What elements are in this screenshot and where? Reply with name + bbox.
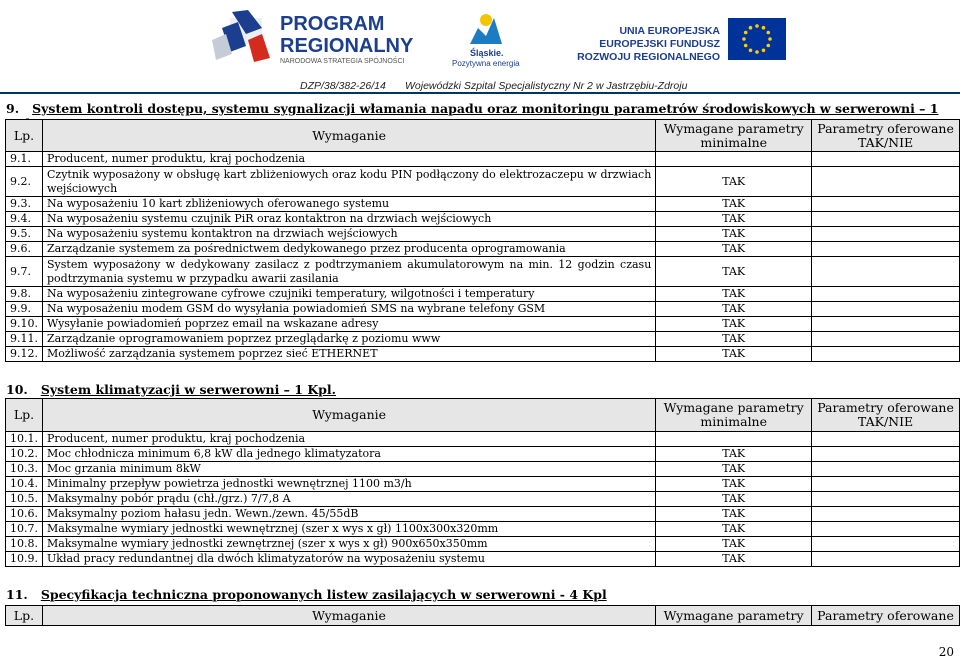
table-row bbox=[6, 227, 960, 242]
offered-param-cell[interactable] bbox=[812, 257, 960, 287]
header-min-params: Wymagane parametry bbox=[656, 606, 812, 626]
hospital-name: Wojewódzki Szpital Specjalistyczny Nr 2 w Jastrzębiu-Zdroju bbox=[405, 80, 688, 92]
offered-param-cell[interactable] bbox=[812, 242, 960, 257]
table-row bbox=[6, 287, 960, 302]
requirement-cell: Zarządzanie oprogramowaniem poprzez przeglądarkę z poziomu www bbox=[43, 332, 656, 347]
min-param-cell: TAK bbox=[656, 477, 812, 492]
row-number: 10.7. bbox=[6, 522, 43, 537]
offered-param-cell[interactable] bbox=[812, 477, 960, 492]
table-row bbox=[6, 152, 960, 167]
min-param-cell: TAK bbox=[656, 302, 812, 317]
row-number: 10.3. bbox=[6, 462, 43, 477]
table-row bbox=[6, 302, 960, 317]
program-regionalny-logo bbox=[212, 10, 414, 65]
header-lp: Lp. bbox=[6, 606, 43, 626]
row-number: 9.1. bbox=[6, 152, 43, 167]
table-row bbox=[6, 522, 960, 537]
min-param-cell bbox=[656, 152, 812, 167]
min-param-cell: TAK bbox=[656, 492, 812, 507]
min-param-cell: TAK bbox=[656, 332, 812, 347]
table-row bbox=[6, 552, 960, 567]
requirement-cell: Producent, numer produktu, kraj pochodzenia bbox=[43, 432, 656, 447]
min-param-cell bbox=[656, 432, 812, 447]
row-number: 9.3. bbox=[6, 197, 43, 212]
table-row bbox=[6, 257, 960, 287]
min-param-cell: TAK bbox=[656, 197, 812, 212]
min-param-cell: TAK bbox=[656, 522, 812, 537]
row-number: 9.11. bbox=[6, 332, 43, 347]
requirement-cell: Maksymalny poziom hałasu jedn. Wewn./zewn. 45/55dB bbox=[43, 507, 656, 522]
table-row bbox=[6, 492, 960, 507]
section-9-table bbox=[5, 119, 960, 362]
row-number: 9.9. bbox=[6, 302, 43, 317]
requirement-cell: Czytnik wyposażony w obsługę kart zbliżeniowych oraz kodu PIN podłączony do elektrozaczepu w drzwiach wejściowych bbox=[43, 167, 656, 197]
section-11-heading: 11. Specyfikacja techniczna proponowanych listew zasilających w serwerowni - 4 Kpl bbox=[6, 587, 607, 602]
requirement-cell: Układ pracy redundantnej dla dwóch klimatyzatorów na wyposażeniu systemu bbox=[43, 552, 656, 567]
min-param-cell: TAK bbox=[656, 212, 812, 227]
row-number: 9.12. bbox=[6, 347, 43, 362]
offered-param-cell[interactable] bbox=[812, 522, 960, 537]
header-requirement: Wymaganie bbox=[43, 399, 656, 432]
header-requirement: Wymaganie bbox=[42, 606, 655, 626]
eu-star-icon bbox=[767, 31, 771, 35]
header-lp: Lp. bbox=[6, 120, 43, 152]
eu-star-icon bbox=[742, 37, 746, 41]
section-10-rows bbox=[6, 432, 960, 567]
header-requirement: Wymaganie bbox=[43, 120, 656, 152]
requirement-cell: Moc chłodnicza minimum 6,8 kW dla jednego klimatyzatora bbox=[43, 447, 656, 462]
requirement-cell: Zarządzanie systemem za pośrednictwem dedykowanego przez producenta oprogramowania bbox=[43, 242, 656, 257]
svg-text:PROGRAM: PROGRAM bbox=[280, 13, 385, 35]
section-9-rows bbox=[6, 152, 960, 362]
table-row bbox=[6, 347, 960, 362]
requirement-cell: Wysyłanie powiadomień poprzez email na wskazane adresy bbox=[43, 317, 656, 332]
row-number: 10.2. bbox=[6, 447, 43, 462]
logo-bar bbox=[0, 0, 960, 78]
section-10-heading: 10. System klimatyzacji w serwerowni – 1 Kpl. bbox=[6, 382, 337, 397]
svg-text:ROZWOJU REGIONALNEGO: ROZWOJU REGIONALNEGO bbox=[577, 51, 720, 63]
offered-param-cell[interactable] bbox=[812, 227, 960, 242]
table-row bbox=[6, 197, 960, 212]
requirement-cell: Maksymalne wymiary jednostki zewnętrznej (szer x wys x gł) 900x650x350mm bbox=[43, 537, 656, 552]
requirement-cell: Maksymalny pobór prądu (chł./grz.) 7/7,8 A bbox=[43, 492, 656, 507]
row-number: 9.7. bbox=[6, 257, 43, 287]
section-11-table bbox=[5, 605, 960, 626]
row-number: 10.8. bbox=[6, 537, 43, 552]
svg-text:UNIA EUROPEJSKA: UNIA EUROPEJSKA bbox=[619, 25, 720, 37]
row-number: 9.10. bbox=[6, 317, 43, 332]
min-param-cell: TAK bbox=[656, 462, 812, 477]
requirement-cell: Na wyposażeniu zintegrowane cyfrowe czujniki temperatury, wilgotności i temperatury bbox=[43, 287, 656, 302]
min-param-cell: TAK bbox=[656, 347, 812, 362]
min-param-cell: TAK bbox=[656, 507, 812, 522]
svg-text:NARODOWA STRATEGIA SPÓJNOŚCI: NARODOWA STRATEGIA SPÓJNOŚCI bbox=[280, 58, 405, 65]
header-lp: Lp. bbox=[6, 399, 43, 432]
header-offered-params: Parametry oferowane TAK/NIE bbox=[812, 399, 960, 432]
row-number: 9.8. bbox=[6, 287, 43, 302]
svg-text:Śląskie.: Śląskie. bbox=[470, 48, 504, 58]
eu-star-icon bbox=[755, 50, 759, 54]
row-number: 10.9. bbox=[6, 552, 43, 567]
table-row bbox=[6, 507, 960, 522]
offered-param-cell[interactable] bbox=[812, 537, 960, 552]
table-row bbox=[6, 462, 960, 477]
divider bbox=[0, 92, 960, 94]
header-offered-params: Parametry oferowane TAK/NIE bbox=[812, 120, 960, 152]
table-row bbox=[6, 447, 960, 462]
svg-text:EUROPEJSKI FUNDUSZ: EUROPEJSKI FUNDUSZ bbox=[599, 38, 720, 50]
row-number: 10.1. bbox=[6, 432, 43, 447]
eu-star-icon bbox=[744, 31, 748, 35]
requirement-cell: Minimalny przepływ powietrza jednostki wewnętrznej 1100 m3/h bbox=[43, 477, 656, 492]
eu-star-icon bbox=[755, 24, 759, 28]
table-row bbox=[6, 242, 960, 257]
eu-logo bbox=[577, 18, 786, 63]
eu-star-icon bbox=[767, 44, 771, 48]
section-9-heading: 9. System kontroli dostępu, systemu sygnalizacji włamania napadu oraz monitoringu parametrów środowiskowych w serwerowni – 1 bbox=[6, 101, 939, 116]
offered-param-cell[interactable] bbox=[812, 317, 960, 332]
requirement-cell: Na wyposażeniu systemu kontaktron na drzwiach wejściowych bbox=[43, 227, 656, 242]
section-10-table bbox=[5, 398, 960, 567]
table-row bbox=[6, 432, 960, 447]
row-number: 9.4. bbox=[6, 212, 43, 227]
requirement-cell: Na wyposażeniu 10 kart zbliżeniowych oferowanego systemu bbox=[43, 197, 656, 212]
table-row bbox=[6, 212, 960, 227]
page-number: 20 bbox=[938, 645, 954, 659]
offered-param-cell[interactable] bbox=[812, 432, 960, 447]
offered-param-cell[interactable] bbox=[812, 347, 960, 362]
table-row bbox=[6, 477, 960, 492]
eu-star-icon bbox=[768, 37, 772, 41]
svg-text:Pozytywna energia: Pozytywna energia bbox=[452, 59, 520, 68]
offered-param-cell[interactable] bbox=[812, 552, 960, 567]
offered-param-cell[interactable] bbox=[812, 332, 960, 347]
table-row bbox=[6, 332, 960, 347]
offered-param-cell[interactable] bbox=[812, 507, 960, 522]
offered-param-cell[interactable] bbox=[812, 302, 960, 317]
offered-param-cell[interactable] bbox=[812, 152, 960, 167]
offered-param-cell[interactable] bbox=[812, 212, 960, 227]
min-param-cell: TAK bbox=[656, 552, 812, 567]
requirement-cell: Moc grzania minimum 8kW bbox=[43, 462, 656, 477]
reference-code: DZP/38/382-26/14 bbox=[300, 80, 386, 92]
header-min-params: Wymagane parametry minimalne bbox=[656, 399, 812, 432]
table-row bbox=[6, 317, 960, 332]
svg-text:REGIONALNY: REGIONALNY bbox=[280, 35, 414, 57]
requirement-cell: Na wyposażeniu modem GSM do wysyłania powiadomień SMS na wybrane telefony GSM bbox=[43, 302, 656, 317]
row-number: 10.4. bbox=[6, 477, 43, 492]
eu-star-icon bbox=[744, 44, 748, 48]
offered-param-cell[interactable] bbox=[812, 447, 960, 462]
requirement-cell: Na wyposażeniu systemu czujnik PiR oraz kontaktron na drzwiach wejściowych bbox=[43, 212, 656, 227]
header-offered-params: Parametry oferowane bbox=[812, 606, 960, 626]
requirement-cell: Możliwość zarządzania systemem poprzez sieć ETHERNET bbox=[43, 347, 656, 362]
row-number: 9.6. bbox=[6, 242, 43, 257]
eu-star-icon bbox=[749, 49, 753, 53]
min-param-cell: TAK bbox=[656, 167, 812, 197]
offered-param-cell[interactable] bbox=[812, 167, 960, 197]
offered-param-cell[interactable] bbox=[812, 462, 960, 477]
header-min-params: Wymagane parametry minimalne bbox=[656, 120, 812, 152]
min-param-cell: TAK bbox=[656, 242, 812, 257]
slaskie-logo bbox=[452, 14, 520, 68]
row-number: 10.5. bbox=[6, 492, 43, 507]
offered-param-cell[interactable] bbox=[812, 197, 960, 212]
row-number: 10.6. bbox=[6, 507, 43, 522]
offered-param-cell[interactable] bbox=[812, 287, 960, 302]
min-param-cell: TAK bbox=[656, 257, 812, 287]
requirement-cell: System wyposażony w dedykowany zasilacz z podtrzymaniem akumulatorowym na min. 12 godzin czasu podtrzymania systemu w przypadku awarii zasilania bbox=[43, 257, 656, 287]
table-row bbox=[6, 167, 960, 197]
offered-param-cell[interactable] bbox=[812, 492, 960, 507]
min-param-cell: TAK bbox=[656, 447, 812, 462]
row-number: 9.5. bbox=[6, 227, 43, 242]
table-row bbox=[6, 537, 960, 552]
eu-star-icon bbox=[762, 49, 766, 53]
min-param-cell: TAK bbox=[656, 317, 812, 332]
eu-star-icon bbox=[762, 26, 766, 30]
min-param-cell: TAK bbox=[656, 227, 812, 242]
min-param-cell: TAK bbox=[656, 287, 812, 302]
row-number: 9.2. bbox=[6, 167, 43, 197]
min-param-cell: TAK bbox=[656, 537, 812, 552]
requirement-cell: Producent, numer produktu, kraj pochodzenia bbox=[43, 152, 656, 167]
requirement-cell: Maksymalne wymiary jednostki wewnętrznej (szer x wys x gł) 1100x300x320mm bbox=[43, 522, 656, 537]
eu-star-icon bbox=[749, 26, 753, 30]
